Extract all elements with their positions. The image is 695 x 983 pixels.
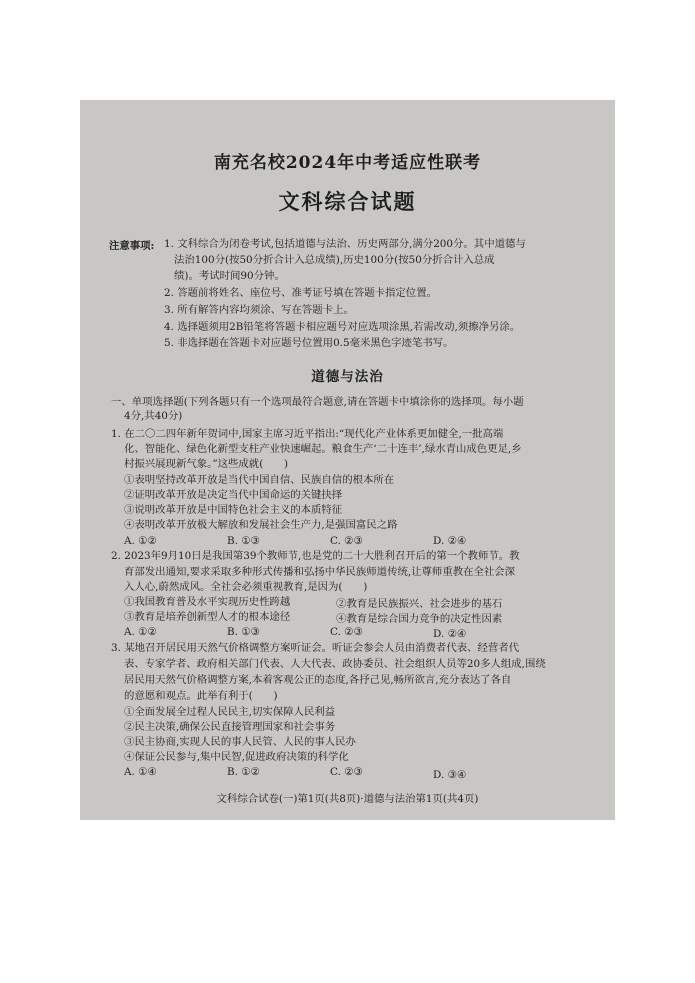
question-3-item: ②民主决策,确保公民直接管理国家和社会事务 (124, 721, 336, 733)
question-1-option-c: C. ②③ (330, 535, 363, 547)
question-1-option-b: B. ①③ (227, 535, 260, 547)
question-3-stem: 居民用天然气价格调整方案,本着客观公正的态度,各抒己见,畅所欲言,充分表达了各自 (124, 674, 512, 686)
section-title: 道德与法治 (311, 369, 384, 385)
question-1-item: ②证明改革开放是决定当代中国命运的关键抉择 (124, 489, 343, 501)
notice-line: 4. 选择题须用2B铅笔将答题卡相应题号对应选项涂黑,若需改动,须擦净另涂。 (164, 321, 521, 333)
exam-paper-sheet (80, 100, 615, 820)
question-3-stem: 表、专家学者、政府相关部门代表、人大代表、政协委员、社会组织人员等20多人组成,围绕 (124, 658, 546, 670)
question-1-option-d: D. ②④ (433, 535, 467, 547)
question-1-item: ①表明坚持改革开放是当代中国自信、民族自信的根本所在 (124, 474, 395, 486)
question-3-option-d: D. ③④ (433, 769, 467, 781)
question-2-item: ③教育是培养创新型人才的根本途径 (124, 611, 291, 623)
question-2-stem: 2. 2023年9月10日是我国第39个教师节,也是党的二十大胜利召开后的第一个教师节。教 (111, 550, 520, 562)
notice-line: 5. 非选择题在答题卡对应题号位置用0.5毫米黑色字迹笔书写。 (164, 337, 454, 349)
exam-title: 南充名校2024年中考适应性联考 (213, 153, 482, 173)
question-2-option-d: D. ②④ (433, 628, 467, 640)
notice-line: 3. 所有解答内容均须涂、写在答题卡上。 (164, 304, 354, 316)
question-2-stem: 入人心,蔚然成风。全社会必须重视教育,是因为( ) (124, 581, 368, 593)
page-footer: 文科综合试卷(一)第1页(共8页)·道德与法治第1页(共4页) (216, 793, 479, 805)
question-3-stem: 的意愿和观点。此举有利于( ) (124, 690, 278, 702)
question-3-option-a: A. ①④ (124, 766, 157, 778)
question-1-option-a: A. ①② (124, 535, 157, 547)
question-3-item: ③民主协商,实现人民的事人民管、人民的事人民办 (124, 736, 356, 748)
question-1-stem: 村振兴展现新气象。”这些成就( ) (124, 458, 289, 470)
notice-line: 2. 答题前将姓名、座位号、准考证号填在答题卡指定位置。 (164, 287, 437, 299)
question-3-option-c: C. ②③ (330, 766, 363, 778)
question-3-item: ①全面发展全过程人民民主,切实保障人民利益 (124, 706, 336, 718)
question-2-item: ④教育是综合国力竞争的决定性因素 (336, 613, 503, 625)
question-2-item: ①我国教育普及水平实现历史性跨越 (124, 596, 291, 608)
question-2-item: ②教育是民族振兴、社会进步的基石 (336, 598, 503, 610)
exam-subject-title: 文科综合试题 (278, 189, 417, 214)
question-1-stem: 1. 在二〇二四年新年贺词中,国家主席习近平指出:“现代化产业体系更加健全,一批高端 (111, 428, 504, 440)
question-3-item: ④保证公民参与,集中民智,促进政府决策的科学化 (124, 751, 349, 763)
question-2-option-c: C. ②③ (330, 626, 363, 638)
notice-line: 绩)。考试时间90分钟。 (174, 270, 285, 282)
question-1-item: ④表明改革开放极大解放和发展社会生产力,是强国富民之路 (124, 519, 398, 531)
question-2-option-a: A. ①② (124, 626, 157, 638)
question-2-stem: 育部发出通知,要求采取多种形式传播和弘扬中华民族师道传统,让尊师重教在全社会深 (124, 566, 516, 578)
notice-line: 法治100分(按50分折合计入总成绩),历史100分(按50分折合计入总成 (174, 254, 495, 266)
question-1-item: ③说明改革开放是中国特色社会主义的本质特征 (124, 504, 343, 516)
question-2-option-b: B. ①③ (227, 626, 260, 638)
part-heading: 4分,共40分) (124, 410, 183, 422)
notice-label: 注意事项: (109, 240, 155, 252)
question-3-stem: 3. 某地召开居民用天然气价格调整方案听证会。听证会参会人员由消费者代表、经营者代 (111, 642, 520, 654)
part-heading: 一、单项选择题(下列各题只有一个选项最符合题意,请在答题卡中填涂你的选择项。每小题 (111, 396, 524, 408)
question-1-stem: 化、智能化、绿色化新型支柱产业快速崛起。粮食生产‘二十连丰’,绿水青山成色更足,乡 (124, 443, 522, 455)
question-3-option-b: B. ①② (227, 766, 260, 778)
notice-line: 1. 文科综合为闭卷考试,包括道德与法治、历史两部分,满分200分。其中道德与 (164, 238, 526, 250)
